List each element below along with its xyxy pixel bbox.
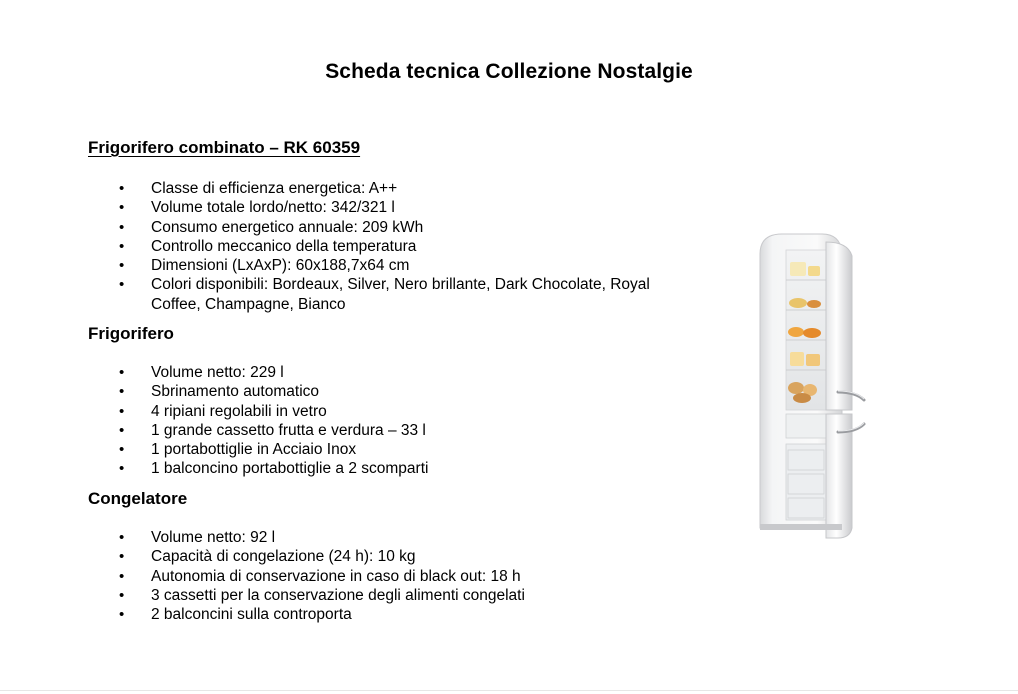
spec-item-colors: • Colori disponibili: Bordeaux, Silver, Nero brillante, Dark Chocolate, Royal (151, 275, 751, 294)
page-bottom-rule (0, 690, 1018, 691)
product-spec-list (151, 179, 751, 314)
fridge-spec-list (151, 363, 751, 479)
spec-item-freezer-volume: • Volume netto: 92 l (151, 528, 751, 547)
spec-item-bottle-rack: • 1 portabottiglie in Acciaio Inox (151, 440, 751, 459)
freezer-spec-list (151, 528, 751, 624)
spec-item-blackout-autonomy: • Autonomia di conservazione in caso di black out: 18 h (151, 567, 751, 586)
product-heading: Frigorifero combinato – RK 60359 (88, 138, 361, 157)
spec-item-freezing-capacity: • Capacità di congelazione (24 h): 10 kg (151, 547, 751, 566)
fridge-heading: Frigorifero (88, 324, 174, 343)
spec-item-crisper: • 1 grande cassetto frutta e verdura – 33 l (151, 421, 751, 440)
spec-item-temperature-control: • Controllo meccanico della temperatura (151, 237, 751, 256)
spec-item-shelves: • 4 ripiani regolabili in vetro (151, 402, 751, 421)
spec-item-energy-consumption: • Consumo energetico annuale: 209 kWh (151, 218, 751, 237)
spec-item-dimensions: • Dimensioni (LxAxP): 60x188,7x64 cm (151, 256, 751, 275)
spec-item-bottle-balcony: • 1 balconcino portabottiglie a 2 scomparti (151, 459, 751, 478)
document-title: Scheda tecnica Collezione Nostalgie (325, 60, 693, 83)
spec-item-total-volume: • Volume totale lordo/netto: 342/321 l (151, 198, 751, 217)
spec-item-defrost: • Sbrinamento automatico (151, 382, 751, 401)
spec-item-energy-class: • Classe di efficienza energetica: A++ (151, 179, 751, 198)
spec-item-freezer-drawers: • 3 cassetti per la conservazione degli alimenti congelati (151, 586, 751, 605)
spec-item-fridge-volume: • Volume netto: 229 l (151, 363, 751, 382)
spec-item-door-balconies: • 2 balconcini sulla controporta (151, 605, 751, 624)
spec-item-colors-continued: Coffee, Champagne, Bianco (151, 295, 346, 313)
freezer-heading: Congelatore (88, 489, 188, 508)
fridge-illustration-icon (752, 228, 882, 540)
